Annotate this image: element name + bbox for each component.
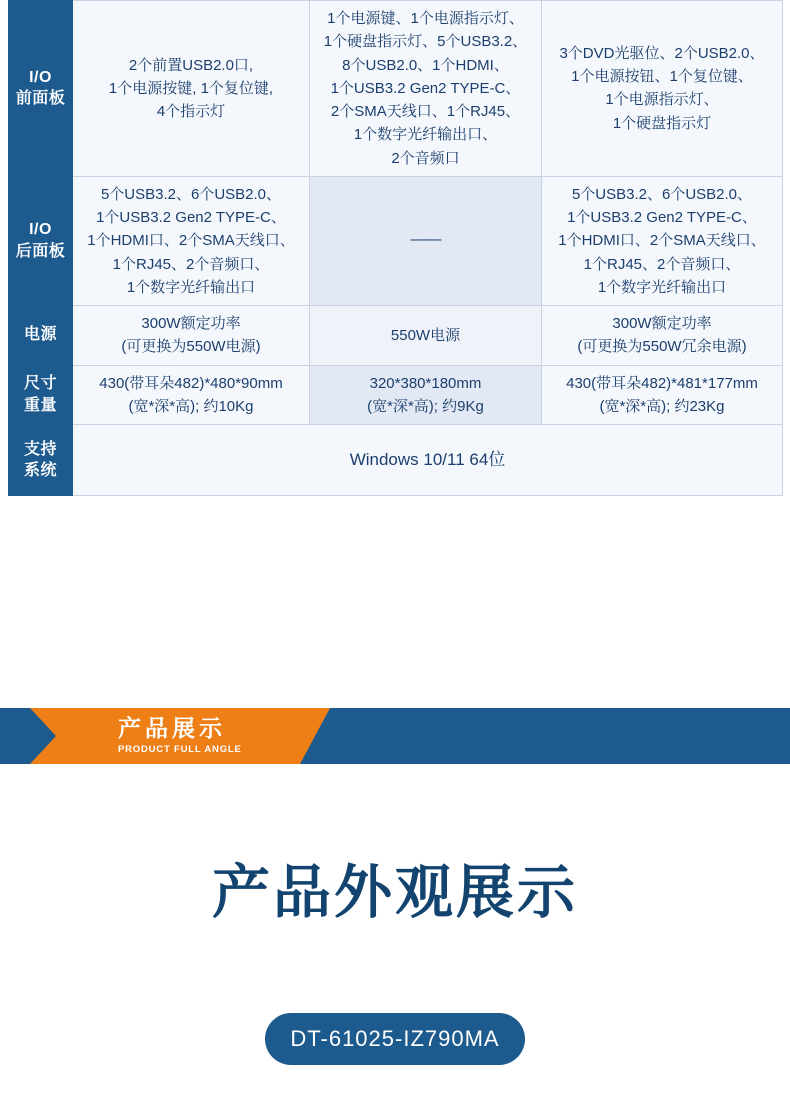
model-badge: DT-61025-IZ790MA bbox=[265, 1013, 525, 1065]
row-label-dimension-weight bbox=[9, 365, 73, 425]
cell-line: 5个USB3.2、6个USB2.0、 bbox=[100, 185, 282, 203]
cell-line: 430(带耳朵482)*481*177mm bbox=[566, 374, 758, 392]
cell-line: 3个DVD光驱位、2个USB2.0、 bbox=[559, 44, 765, 62]
cell-line: 2个音频口 bbox=[391, 149, 460, 167]
row-label-io-front bbox=[9, 1, 73, 177]
cell-line: 1个电源按钮、1个复位键、 bbox=[571, 68, 753, 86]
specification-table bbox=[8, 0, 783, 496]
row-label-line: 系统 bbox=[23, 462, 57, 480]
cell-io-front-model-a bbox=[73, 1, 310, 177]
table-row bbox=[9, 1, 783, 177]
cell-power-model-c bbox=[542, 306, 783, 366]
cell-line: 430(带耳朵482)*480*90mm bbox=[99, 374, 283, 392]
cell-dimension-model-b bbox=[310, 365, 542, 425]
cell-line: 2个前置USB2.0口, bbox=[128, 56, 254, 74]
cell-line: 550W电源 bbox=[390, 326, 461, 344]
cell-dimension-model-c bbox=[542, 365, 783, 425]
cell-line: (宽*深*高); 约23Kg bbox=[599, 397, 725, 415]
table-row bbox=[9, 306, 783, 366]
empty-dash: —— bbox=[410, 231, 441, 249]
cell-line: (宽*深*高); 约9Kg bbox=[367, 397, 484, 415]
cell-line: 4个指示灯 bbox=[156, 103, 226, 120]
banner-title-cn: 产品展示 bbox=[118, 715, 226, 741]
row-label-supported-os bbox=[9, 425, 73, 496]
cell-io-rear-model-a bbox=[73, 176, 310, 305]
cell-line: 300W额定功率 bbox=[612, 315, 712, 332]
cell-line: 1个HDMI口、2个SMA天线口、 bbox=[558, 232, 766, 250]
table-row bbox=[9, 425, 783, 496]
cell-line: 300W额定功率 bbox=[141, 315, 241, 332]
cell-line: 1个电源指示灯、 bbox=[605, 91, 719, 109]
cell-dimension-model-a bbox=[73, 365, 310, 425]
banner-title-en: PRODUCT FULL ANGLE bbox=[118, 744, 242, 755]
row-label-line: I/O bbox=[29, 68, 52, 86]
cell-line: 5个USB3.2、6个USB2.0、 bbox=[571, 185, 753, 203]
cell-line: 1个USB3.2 Gen2 TYPE-C、 bbox=[567, 209, 757, 226]
table-row bbox=[9, 176, 783, 305]
cell-line: 1个数字光纤输出口 bbox=[597, 278, 727, 296]
row-label-line: 重量 bbox=[23, 396, 57, 414]
cell-line: 1个数字光纤输出口、 bbox=[353, 126, 498, 144]
cell-line: 1个HDMI口、2个SMA天线口、 bbox=[87, 232, 295, 250]
cell-line: 320*380*180mm bbox=[369, 374, 482, 392]
cell-supported-os: Windows 10/11 64位 bbox=[73, 425, 783, 496]
cell-power-model-a bbox=[73, 306, 310, 366]
row-label-line: 前面板 bbox=[15, 90, 66, 108]
cell-line: (可更换为550W电源) bbox=[121, 338, 261, 356]
row-label-power bbox=[9, 306, 73, 366]
banner-titles bbox=[118, 714, 358, 756]
cell-power-model-b bbox=[310, 306, 542, 366]
cell-line: 1个RJ45、2个音频口、 bbox=[112, 255, 270, 273]
cell-io-front-model-c bbox=[542, 1, 783, 177]
row-label-line: I/O bbox=[29, 221, 52, 239]
cell-io-rear-model-b bbox=[310, 176, 542, 305]
cell-line: 1个硬盘指示灯 bbox=[612, 114, 712, 132]
cell-line: (可更换为550W冗余电源) bbox=[577, 338, 747, 356]
section-banner bbox=[0, 708, 790, 764]
cell-line: 1个数字光纤输出口 bbox=[126, 278, 256, 296]
row-label-line: 尺寸 bbox=[23, 375, 57, 393]
row-label-io-rear bbox=[9, 176, 73, 305]
cell-line: 1个电源按键, 1个复位键, bbox=[108, 79, 274, 97]
cell-line: (宽*深*高); 约10Kg bbox=[128, 397, 254, 415]
cell-line: 1个RJ45、2个音频口、 bbox=[583, 255, 741, 273]
table-row bbox=[9, 365, 783, 425]
cell-line: 1个USB3.2 Gen2 TYPE-C、 bbox=[330, 79, 521, 97]
cell-line: 1个USB3.2 Gen2 TYPE-C、 bbox=[96, 209, 286, 226]
row-label-line: 电源 bbox=[23, 326, 57, 344]
cell-io-front-model-b bbox=[310, 1, 542, 177]
row-label-line: 支持 bbox=[23, 440, 57, 458]
cell-line: 1个电源键、1个电源指示灯、 bbox=[327, 10, 524, 27]
row-label-line: 后面板 bbox=[15, 242, 66, 260]
cell-line: 8个USB2.0、1个HDMI、 bbox=[342, 56, 509, 74]
cell-io-rear-model-c bbox=[542, 176, 783, 305]
showcase-heading: 产品外观展示 bbox=[211, 860, 578, 925]
cell-line: 1个硬盘指示灯、5个USB3.2、 bbox=[323, 33, 528, 51]
cell-line: 2个SMA天线口、1个RJ45、 bbox=[330, 103, 521, 120]
